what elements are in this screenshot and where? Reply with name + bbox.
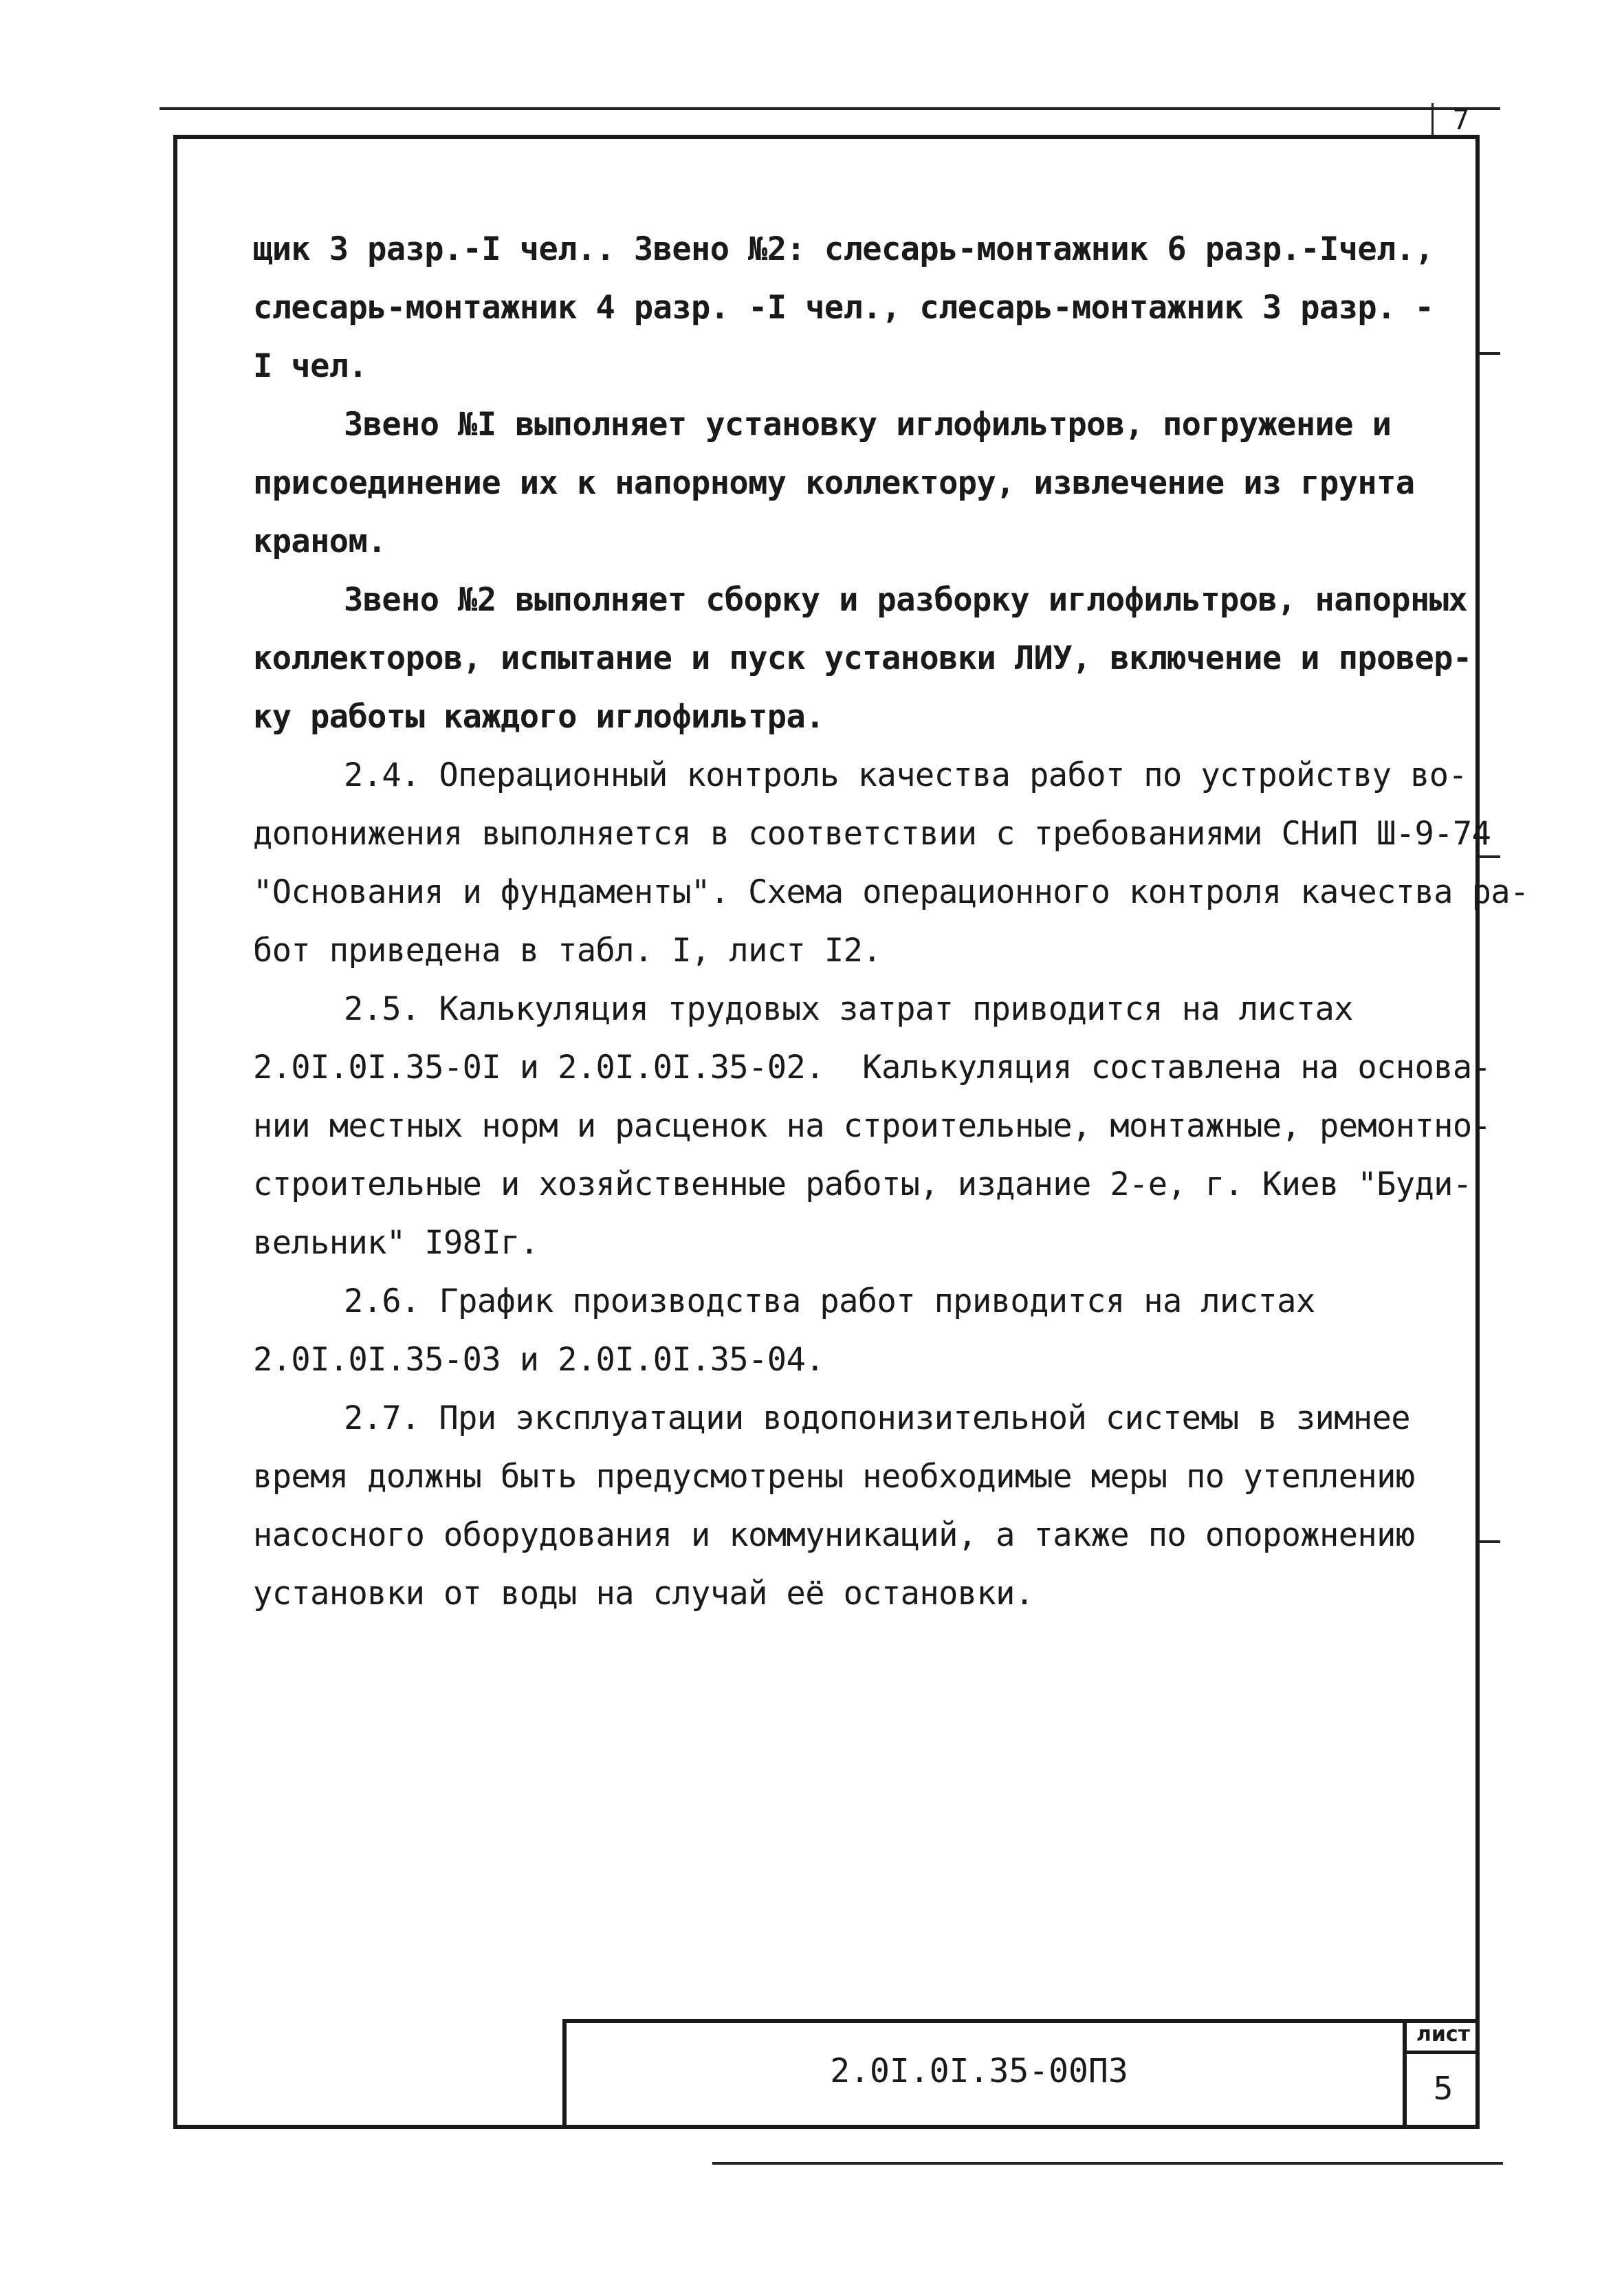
text-line: Звено №2 выполняет сборку и разборку иглофильтров, напорных [344, 581, 1468, 619]
sheet-number: 5 [1433, 2070, 1453, 2107]
frame-tick [1480, 352, 1500, 355]
text-line: краном. [253, 523, 386, 560]
text-line: установки от воды на случай её остановки. [253, 1575, 1034, 1612]
title-block [562, 2019, 1480, 2129]
document-code: 2.0I.0I.35-00ПЗ [830, 2052, 1128, 2090]
text-line: щик 3 разр.-I чел.. Звено №2: слесарь-монтажник 6 разр.-Iчел., [253, 230, 1434, 268]
top-rule [160, 107, 1500, 110]
text-line: Звено №I выполняет установку иглофильтров, погружение и [344, 406, 1392, 444]
frame-tick [1480, 855, 1500, 858]
text-line: 2.0I.0I.35-0I и 2.0I.0I.35-02. Калькуляция составлена на основа- [253, 1049, 1491, 1086]
text-line: 2.5. Калькуляция трудовых затрат приводится на листах [344, 990, 1353, 1028]
text-line: бот приведена в табл. I, лист I2. [253, 932, 881, 970]
sheet-cell [1403, 2019, 1480, 2129]
bottom-rule [712, 2162, 1503, 2165]
text-line: слесарь-монтажник 4 разр. -I чел., слесарь-монтажник 3 разр. - [253, 289, 1434, 327]
text-line: "Основания и фундаменты". Схема операционного контроля качества ра- [253, 873, 1529, 911]
corner-page-number: 7 [1431, 103, 1489, 138]
text-line: коллекторов, испытание и пуск установки ЛИУ, включение и провер- [253, 639, 1472, 677]
text-line: вельник" I98Iг. [253, 1224, 539, 1262]
text-line: нии местных норм и расценок на строительные, монтажные, ремонтно- [253, 1107, 1491, 1145]
text-line: строительные и хозяйственные работы, издание 2-е, г. Киев "Буди- [253, 1166, 1472, 1203]
text-line: ку работы каждого иглофильтра. [253, 698, 824, 736]
text-line: допонижения выполняется в соответствии с требованиями СНиП Ш-9-74 [253, 815, 1491, 853]
text-line: 2.6. График производства работ приводится на листах [344, 1282, 1315, 1320]
text-line: 2.4. Операционный контроль качества работ по устройству во- [344, 756, 1468, 794]
frame-tick [1480, 1540, 1500, 1543]
document-body [253, 220, 1529, 1623]
text-line: время должны быть предусмотрены необходимые меры по утеплению [253, 1458, 1415, 1496]
text-line: I чел. [253, 347, 368, 385]
sheet-label: лист [1407, 2019, 1480, 2054]
text-line: присоединение их к напорному коллектору, извлечение из грунта [253, 464, 1415, 502]
text-line: 2.0I.0I.35-03 и 2.0I.0I.35-04. [253, 1341, 824, 1379]
text-line: 2.7. При эксплуатации водопонизительной системы в зимнее [344, 1399, 1410, 1437]
text-line: насосного оборудования и коммуникаций, а также по опорожнению [253, 1516, 1415, 1554]
